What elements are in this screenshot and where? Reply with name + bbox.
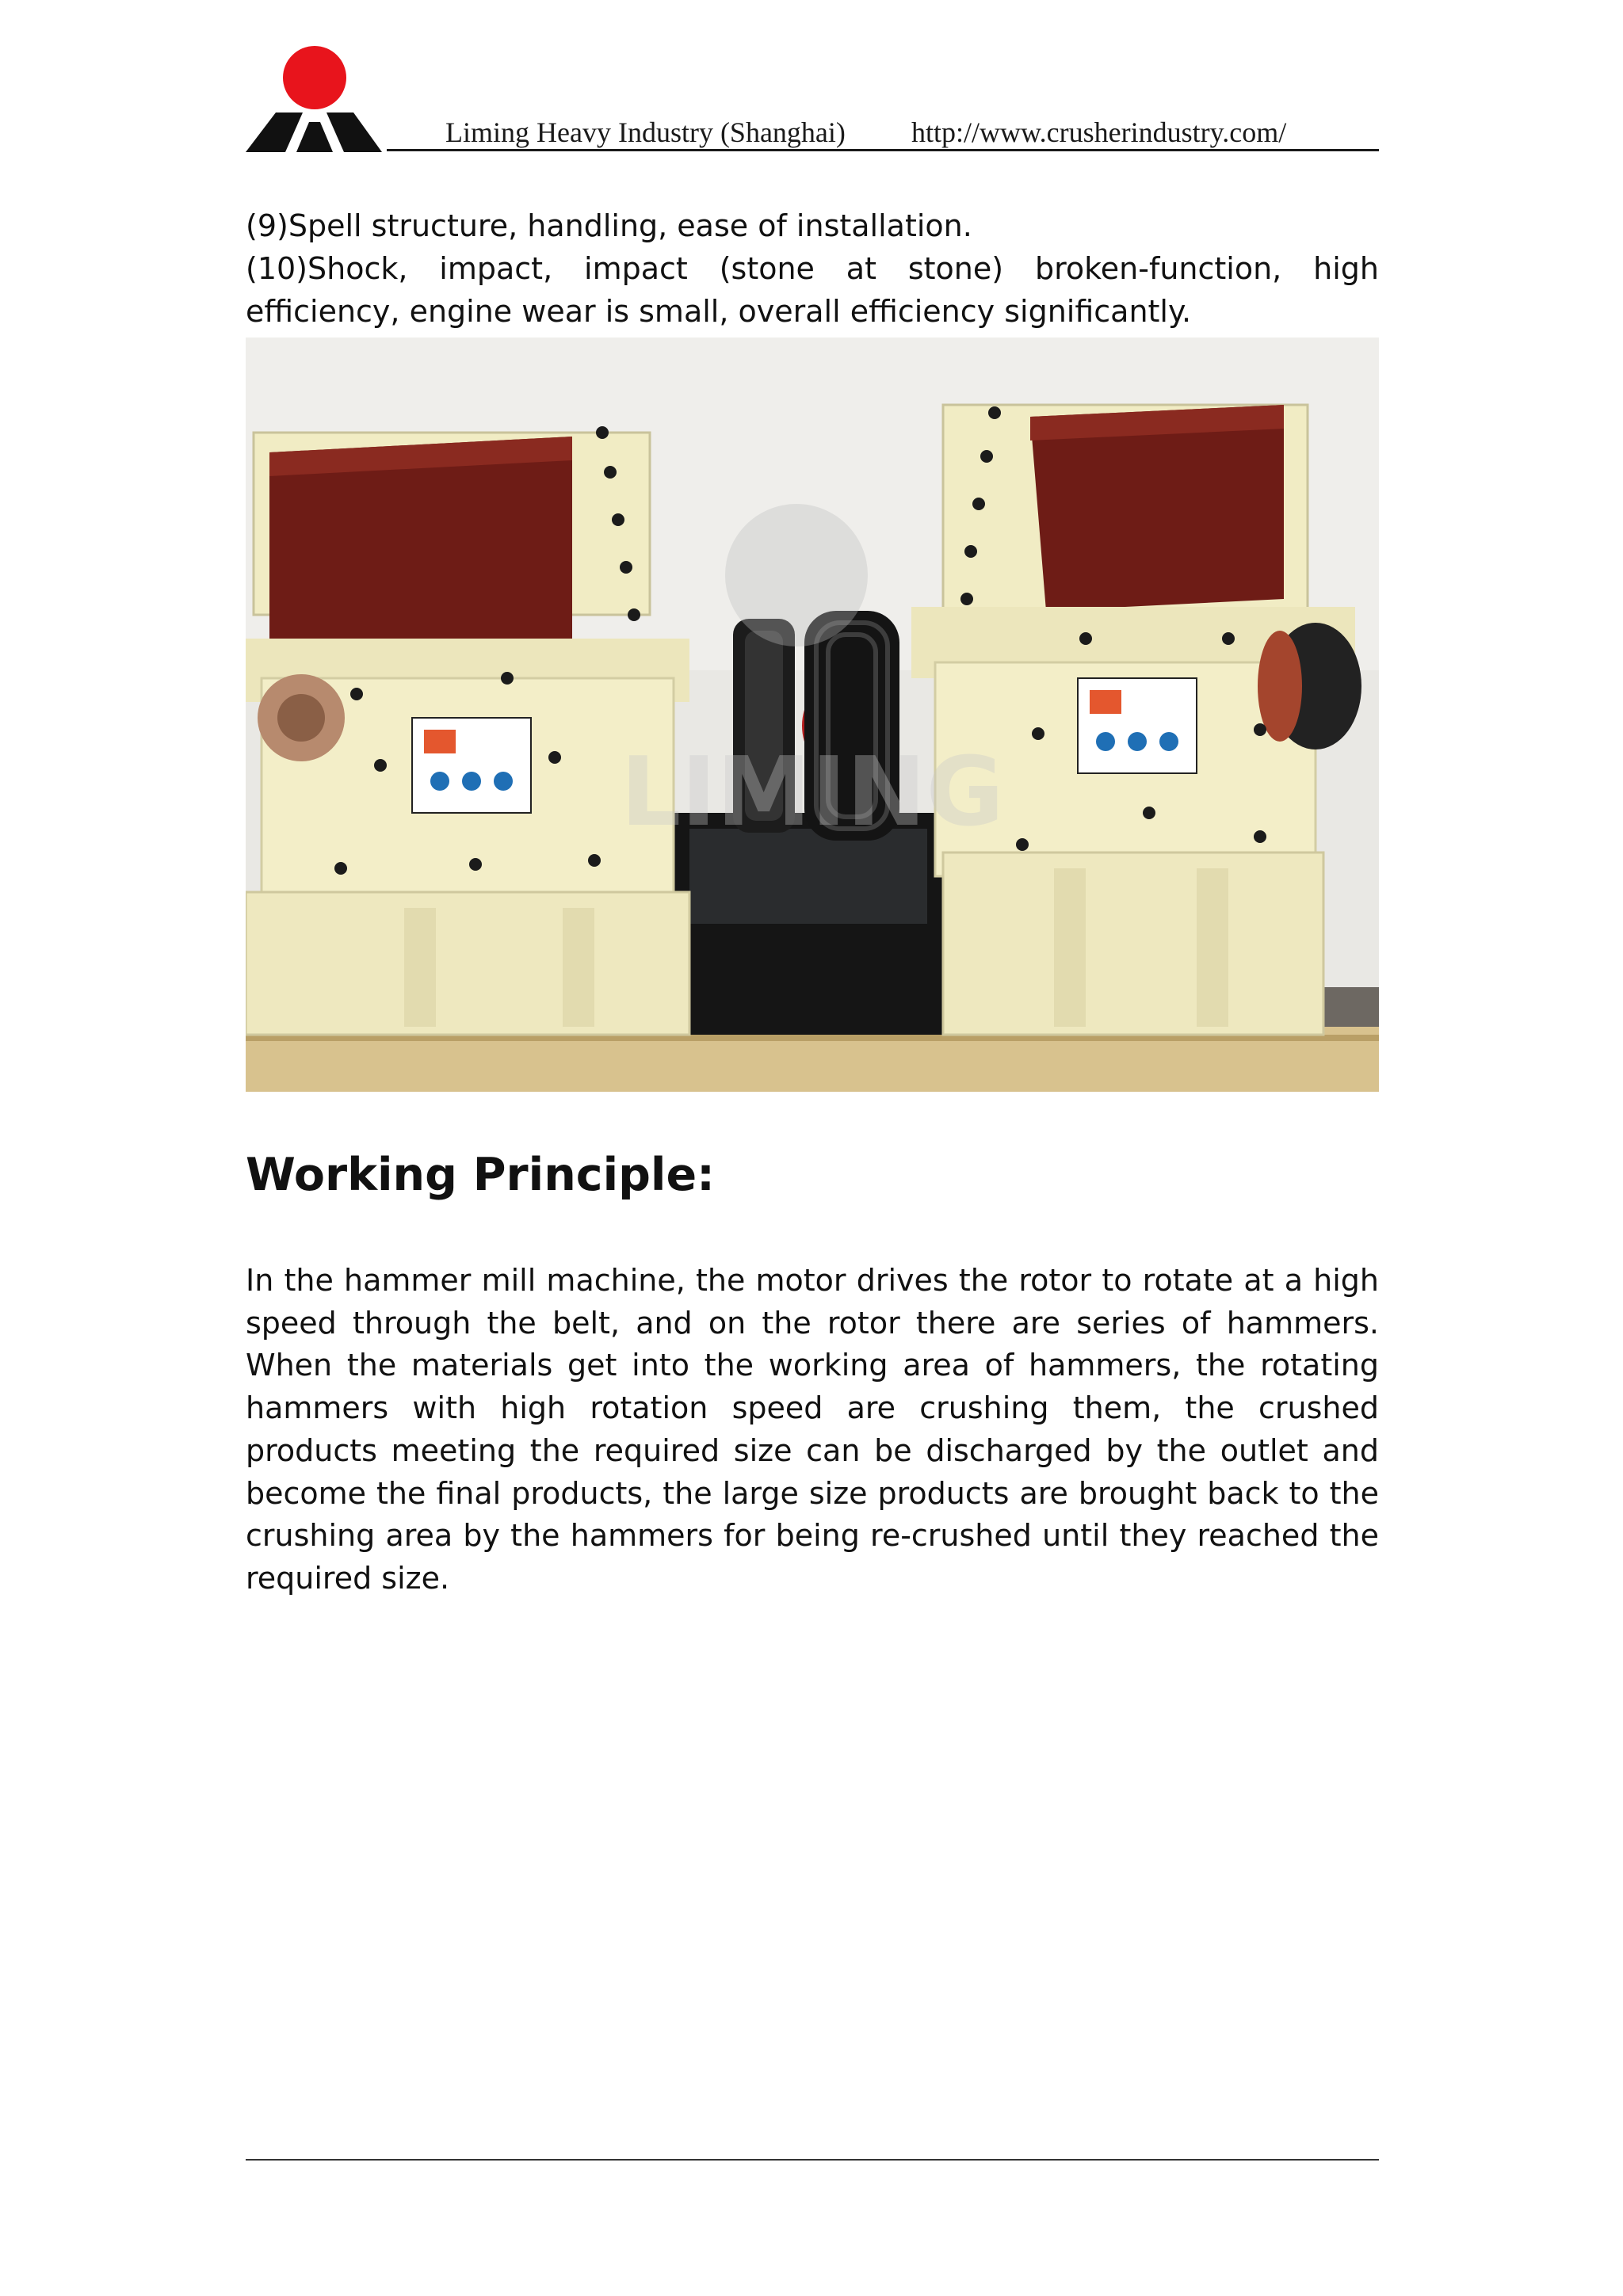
header-company: Liming Heavy Industry (Shanghai) xyxy=(445,116,846,148)
svg-text:LIMING: LIMING xyxy=(620,738,1005,848)
logo-center-mark xyxy=(296,122,333,152)
hammer-crusher-photo xyxy=(246,338,1379,1092)
logo-left-mark xyxy=(246,113,303,152)
left-crusher xyxy=(246,426,689,1035)
header-divider xyxy=(387,149,1379,151)
feature-item-9: (9)Spell structure, handling, ease of installation. xyxy=(246,208,972,243)
logo-right-mark xyxy=(327,113,382,152)
header-url: http://www.crusherindustry.com/ xyxy=(911,116,1287,148)
footer-divider xyxy=(246,2159,1379,2161)
liming-logo xyxy=(246,46,382,152)
section-title: Working Principle: xyxy=(246,1149,715,1201)
working-principle-text: In the hammer mill machine, the motor drives the rotor to rotate at a high speed through the belt, and on the rotor there are series of hammers. When the materials get into the working area of hammers, the rotating hammers with high rotation speed are crushing them, the crushed products meeting the required size can be discharged by the outlet and become the final products, the large size products are brought back to the crushing area by the hammers for being re-crushed until they reached the required size. xyxy=(246,1263,1379,1596)
feature-item-10: (10)Shock, impact, impact (stone at stone) broken-function, high efficiency, engine wear is small, overall efficiency significantly. xyxy=(246,251,1379,329)
right-crusher xyxy=(911,405,1361,1035)
logo-red-dot xyxy=(283,46,346,109)
